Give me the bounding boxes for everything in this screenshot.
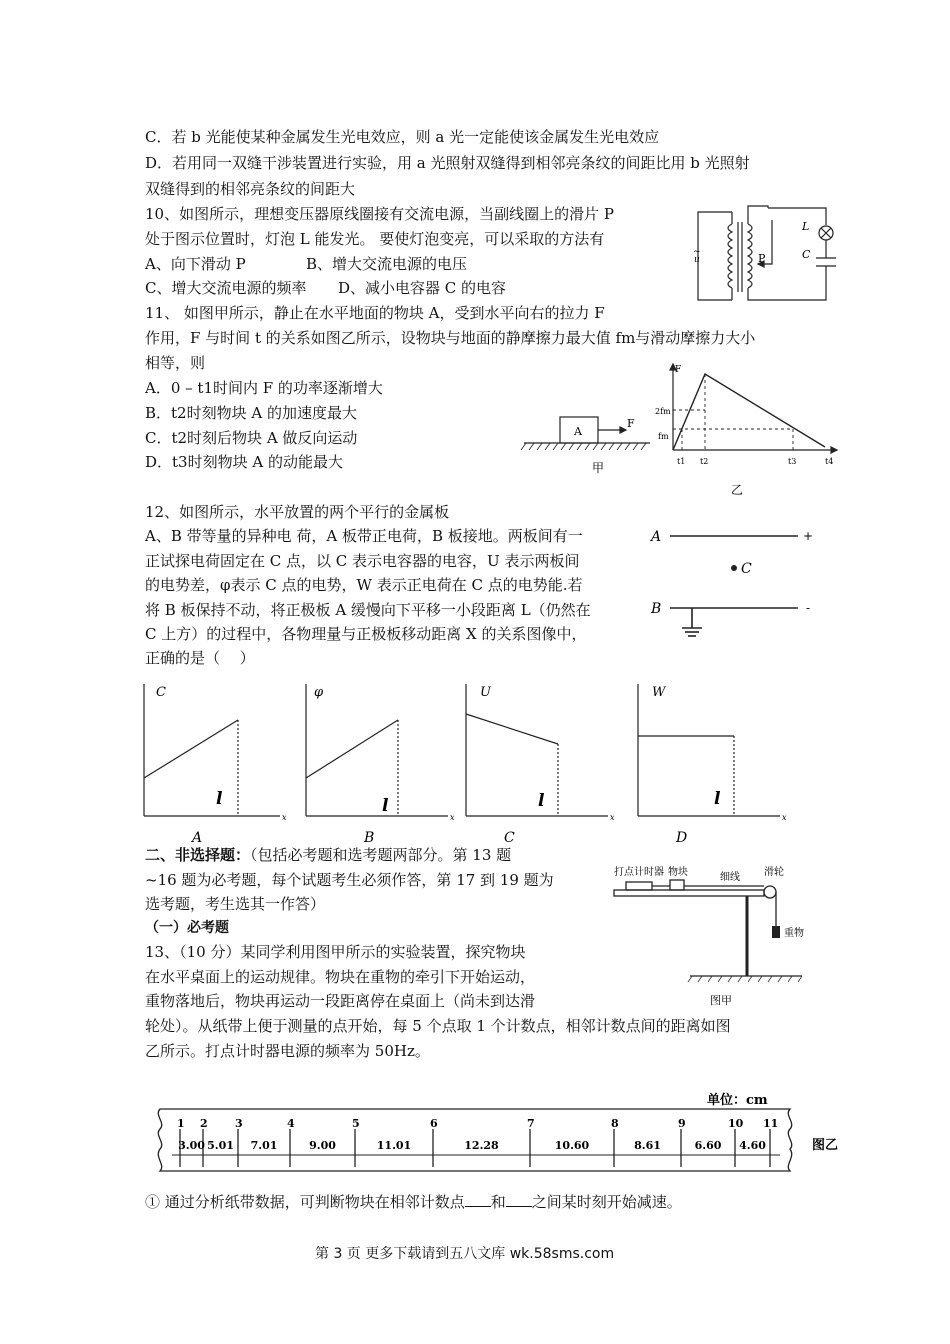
tape-point-label-4: 4 <box>287 1117 295 1130</box>
page-footer: 第 3 页 更多下载请到五八文库 wk.58sms.com <box>315 1246 615 1262</box>
q13-q1-text-b: 和 <box>490 1193 506 1211</box>
tape-point-label-6: 6 <box>430 1117 438 1130</box>
string-label: 细线 <box>720 872 740 883</box>
q13-q1-text-a: ① 通过分析纸带数据，可判断物块在相邻计数点 <box>145 1193 465 1211</box>
graph-d-xlabel: x <box>782 813 787 822</box>
q11-option-a: A．0 – t1时间内 F 的功率逐渐增大 <box>145 379 383 397</box>
tape-unit-label: 单位：cm <box>707 1093 768 1108</box>
pulley-label: 滑轮 <box>764 867 784 878</box>
q13-q1-text-c: 之间某时刻开始减速。 <box>531 1193 682 1211</box>
graph-a-caption: A <box>192 830 203 846</box>
figure-jia-caption: 甲 <box>592 461 605 475</box>
tape-distance-3: 7.01 <box>250 1139 278 1152</box>
graph-c-xlabel: x <box>610 813 615 822</box>
graph-d-l-mark: l <box>714 789 721 809</box>
q12-stem-line2: A、B 带等量的异种电 荷，A 板带正电荷，B 板接地。两板间有一 <box>145 527 583 545</box>
tape-point-label-1: 1 <box>177 1117 185 1130</box>
q12-graph-b <box>300 680 465 845</box>
graph-b-ylabel: φ <box>314 685 324 700</box>
graph-b-caption: B <box>364 830 375 846</box>
ac-symbol-icon: ~ <box>693 247 701 257</box>
tape-distance-4: 9.00 <box>309 1139 336 1152</box>
force-f-label: F <box>627 417 635 430</box>
tape-distance-10: 4.60 <box>739 1139 766 1152</box>
q13-stem-line1: 13、（10 分）某同学利用图甲所示的实验装置，探究物块 <box>145 943 526 961</box>
q11-option-b: B．t2时刻物块 A 的加速度最大 <box>145 404 357 422</box>
answer-blank-2[interactable] <box>506 1192 532 1207</box>
q11-option-d: D．t3时刻物块 A 的动能最大 <box>145 453 343 471</box>
tape-point-label-5: 5 <box>352 1117 360 1130</box>
point-c-label: C <box>741 561 752 577</box>
t4-tick-label: t4 <box>825 457 834 466</box>
graph-c-l-mark: l <box>538 791 545 811</box>
apparatus-caption: 图甲 <box>710 994 732 1007</box>
fm-tick-label: fm <box>658 432 669 441</box>
weight-label: 重物 <box>784 928 804 939</box>
q12-stem-line5: 将 B 板保持不动，将正极板 A 缓慢向下平移一小段距离 L（仍然在 <box>145 601 591 619</box>
q12-graph-c <box>460 680 625 845</box>
q12-stem-line7: 正确的是（ ） <box>145 649 255 667</box>
q11-stem-line3: 相等，则 <box>145 354 206 372</box>
q12-graph-a <box>130 680 295 845</box>
q13-stem-line2: 在水平桌面上的运动规律。物块在重物的牵引下开始运动， <box>145 968 536 986</box>
q9-option-d-line2: 双缝得到的相邻亮条纹的间距大 <box>145 180 356 198</box>
capacitor-plates-figure <box>648 522 823 647</box>
tape-distance-5: 11.01 <box>376 1139 412 1152</box>
plus-sign-label: + <box>803 529 814 543</box>
tape-distance-8: 8.61 <box>634 1139 661 1152</box>
tape-point-label-10: 10 <box>728 1117 744 1130</box>
graph-d-ylabel: W <box>652 685 666 700</box>
q13-stem-line5: 乙所示。打点计时器电源的频率为 50Hz。 <box>145 1042 430 1060</box>
t1-tick-label: t1 <box>677 457 686 466</box>
f-axis-label: F <box>675 365 682 375</box>
graph-d-caption: D <box>676 830 688 846</box>
q10-option-b: B、增大交流电源的电压 <box>306 255 468 273</box>
q12-stem-line1: 12、如图所示，水平放置的两个平行的金属板 <box>145 503 450 521</box>
tape-point-label-2: 2 <box>200 1117 208 1130</box>
q10-option-a: A、向下滑动 P <box>145 255 246 273</box>
twofm-tick-label: 2fm <box>655 407 671 416</box>
required-section-title: （一）必考题 <box>145 920 229 936</box>
tape-distance-9: 6.60 <box>694 1139 722 1152</box>
q12-stem-line3: 正试探电荷固定在 C 点，以 C 表示电容器的电容，U 表示两板间 <box>145 552 580 570</box>
q13-stem-line3: 重物落地后，物块再运动一段距离停在桌面上（尚未到达滑 <box>145 992 536 1010</box>
q12-graph-d <box>630 680 795 845</box>
q11-stem-line2: 作用，F 与时间 t 的关系如图乙所示，设物块与地面的静摩擦力最大值 fm与滑动摩擦力大小 <box>145 329 756 347</box>
q10-stem-line1: 10、如图所示，理想变压器原线圈接有交流电源，当副线圈上的滑片 P <box>145 205 614 223</box>
q13-subquestion-1 <box>145 1191 682 1213</box>
q10-option-c: C、增大交流电源的频率 <box>145 279 307 297</box>
slider-label: P <box>758 252 766 265</box>
q10-option-d: D、减小电容器 C 的电容 <box>338 279 507 297</box>
part2-intro-line3: 选考题，考生选其一作答） <box>145 895 326 913</box>
tape-distance-1: 3.00 <box>178 1139 205 1152</box>
tape-caption: 图乙 <box>812 1138 839 1153</box>
transformer-circuit-figure <box>688 200 838 310</box>
tape-point-label-11: 11 <box>763 1117 779 1130</box>
answer-blank-1[interactable] <box>465 1192 491 1207</box>
part2-intro-line1: （包括必考题和选考题两部分。第 13 题 <box>250 846 512 864</box>
q10-stem-line2: 处于图示位置时，灯泡 L 能发光。 要使灯泡变亮，可以采取的方法有 <box>145 230 605 248</box>
plate-b-label: B <box>651 601 662 617</box>
q12-stem-line6: C 上方）的过程中，各物理量与正极板移动距离 X 的关系图像中， <box>145 625 587 643</box>
graph-c-caption: C <box>504 830 515 846</box>
source-label: u <box>694 255 700 265</box>
graph-b-xlabel: x <box>450 813 455 822</box>
tape-distance-2: 5.01 <box>207 1139 234 1152</box>
q12-stem-line4: 的电势差，φ表示 C 点的电势，W 表示正电荷在 C 点的电势能.若 <box>145 576 583 594</box>
minus-sign-label: - <box>806 601 811 615</box>
q9-option-c: C．若 b 光能使某种金属发生光电效应，则 a 光一定能使该金属发生光电效应 <box>145 128 660 146</box>
tape-point-label-8: 8 <box>611 1117 619 1130</box>
block-a-label: A <box>574 425 582 438</box>
plate-a-label: A <box>651 529 662 545</box>
q13-stem-line4: 轮处）。从纸带上便于测量的点开始，每 5 个点取 1 个计数点，相邻计数点间的距离如图 <box>145 1017 731 1035</box>
paper-tape-figure <box>140 1085 855 1180</box>
q11-figure-yi <box>655 362 845 497</box>
t2-tick-label: t2 <box>700 457 709 466</box>
capacitor-label: C <box>802 248 811 261</box>
graph-c-ylabel: U <box>480 685 491 700</box>
tape-point-label-9: 9 <box>678 1117 686 1130</box>
graph-a-xlabel: x <box>282 813 287 822</box>
part2-intro-line2: ~16 题为必考题，每个试题考生必须作答，第 17 到 19 题为 <box>145 871 554 889</box>
part2-heading <box>145 844 511 866</box>
block-label: 物块 <box>668 867 688 878</box>
timer-label: 打点计时器 <box>614 867 664 878</box>
figure-yi-caption: 乙 <box>731 483 744 497</box>
q11-figure-jia <box>520 405 655 480</box>
q11-option-c: C．t2时刻后物块 A 做反向运动 <box>145 429 358 447</box>
weight-block-icon <box>772 926 780 938</box>
graph-a-ylabel: C <box>156 685 166 700</box>
tape-distance-6: 12.28 <box>464 1139 499 1152</box>
t3-tick-label: t3 <box>788 457 797 466</box>
part2-title: 二、非选择题： <box>145 846 251 864</box>
q9-option-d-line1: D．若用同一双缝干涉装置进行实验，用 a 光照射双缝得到相邻亮条纹的间距比用 b 光照射 <box>145 154 750 172</box>
graph-a-l-mark: l <box>216 789 223 809</box>
lamp-label: L <box>802 220 810 233</box>
q13-apparatus-figure <box>612 862 842 1012</box>
tape-point-label-7: 7 <box>527 1117 535 1130</box>
q11-stem-line1: 11、 如图甲所示，静止在水平地面的物块 A，受到水平向右的拉力 F <box>145 304 605 322</box>
tape-point-label-3: 3 <box>235 1117 243 1130</box>
graph-b-l-mark: l <box>382 796 389 816</box>
tape-distance-7: 10.60 <box>554 1139 590 1152</box>
